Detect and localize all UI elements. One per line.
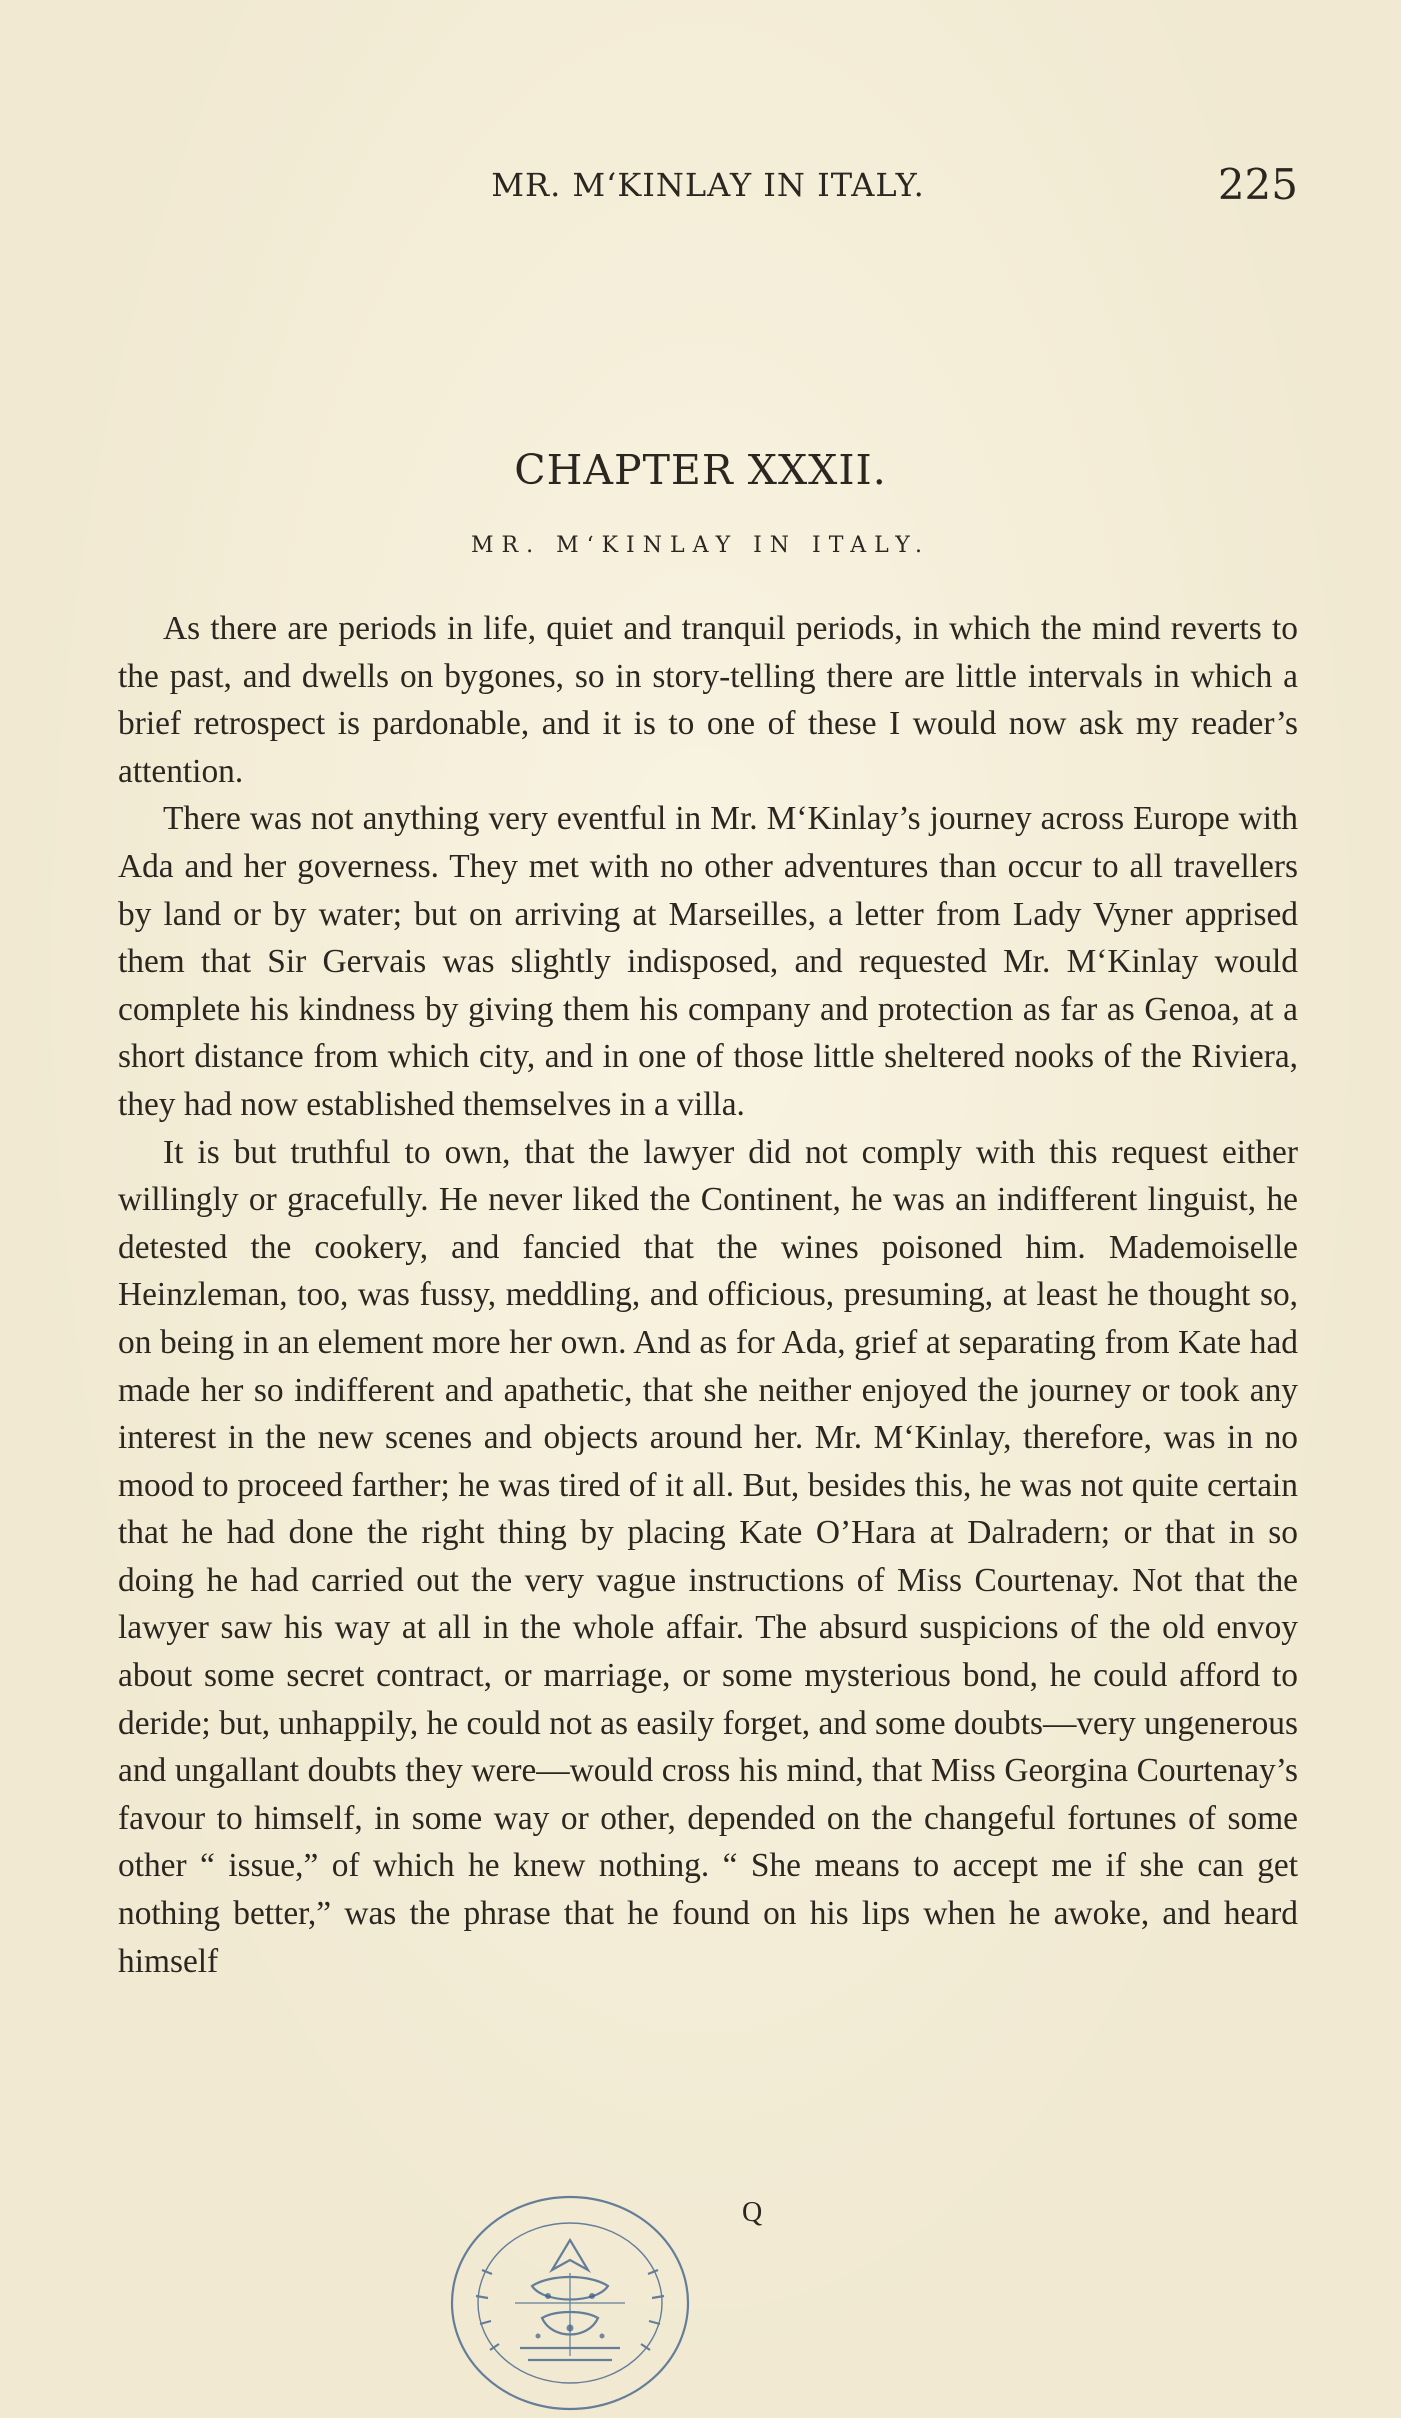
paragraph-3: It is but truthful to own, that the lawyer did not comply with this request either willingly or gracefully. He never liked the Continent, he was an indifferent linguist, he detested the cookery, and fancied that the wines poisoned him. Mademoiselle Heinzleman, too, was fussy, meddling, and officious, presuming, at least he thought so, on being in an element more her own. And as for Ada, grief at separating from Kate had made her so indifferent and apathetic, that she neither enjoyed the journey or took any interest in the new scenes and objects around her. Mr. M‘Kinlay, therefore, was in no mood to proceed farther; he was tired of it all. But, besides this, he was not quite certain that he had done the right thing by placing Kate O’Hara at Dalradern; or that in so doing he had carried out the very vague instructions of Miss Courtenay. Not that the lawyer saw his way at all in the whole affair. The absurd suspicions of the old envoy about some secret contract, or marriage, or some mysterious bond, he could afford to deride; but, unhappily, he could not as easily forget, and some doubts—very ungenerous and ungallant doubts they were—would cross his mind, that Miss Georgina Courtenay’s favour to himself, in some way or other, depended on the changeful fortunes of some other “ issue,” of which he knew nothing. “ She means to accept me if she can get nothing better,” was the phrase that he found on his lips when he awoke, and heard himself <box>118 1133 1298 1980</box>
library-stamp-icon <box>420 2178 720 2418</box>
running-head <box>118 160 1298 210</box>
paragraph-1: As there are periods in life, quiet and tranquil periods, in which the mind reverts to the past, and dwells on bygones, so in story-telling there are little intervals in which a brief retrospect is pardonable, and it is to one of these I would now ask my reader’s attention. <box>118 610 1298 790</box>
paragraph-2: There was not anything very eventful in Mr. M‘Kinlay’s journey across Europe with Ada and her governess. They met with no other adventures than occur to all travellers by land or by water; but on arriving at Marseilles, a letter from Lady Vyner apprised them that Sir Gervais was slightly indisposed, and requested Mr. M‘Kinlay would complete his kindness by giving them his company and protection as far as Genoa, at a short distance from which city, and in one of those little sheltered nooks of the Riviera, they had now established themselves in a villa. <box>118 800 1298 1123</box>
signature-mark: Q <box>742 2197 763 2228</box>
page-number: 225 <box>1217 160 1298 209</box>
running-title: MR. M‘KINLAY IN ITALY. <box>491 166 925 204</box>
chapter-title: CHAPTER XXXII. <box>514 446 887 494</box>
chapter-subtitle: MR. M‘KINLAY IN ITALY. <box>471 533 930 558</box>
body-text <box>118 605 1298 1985</box>
